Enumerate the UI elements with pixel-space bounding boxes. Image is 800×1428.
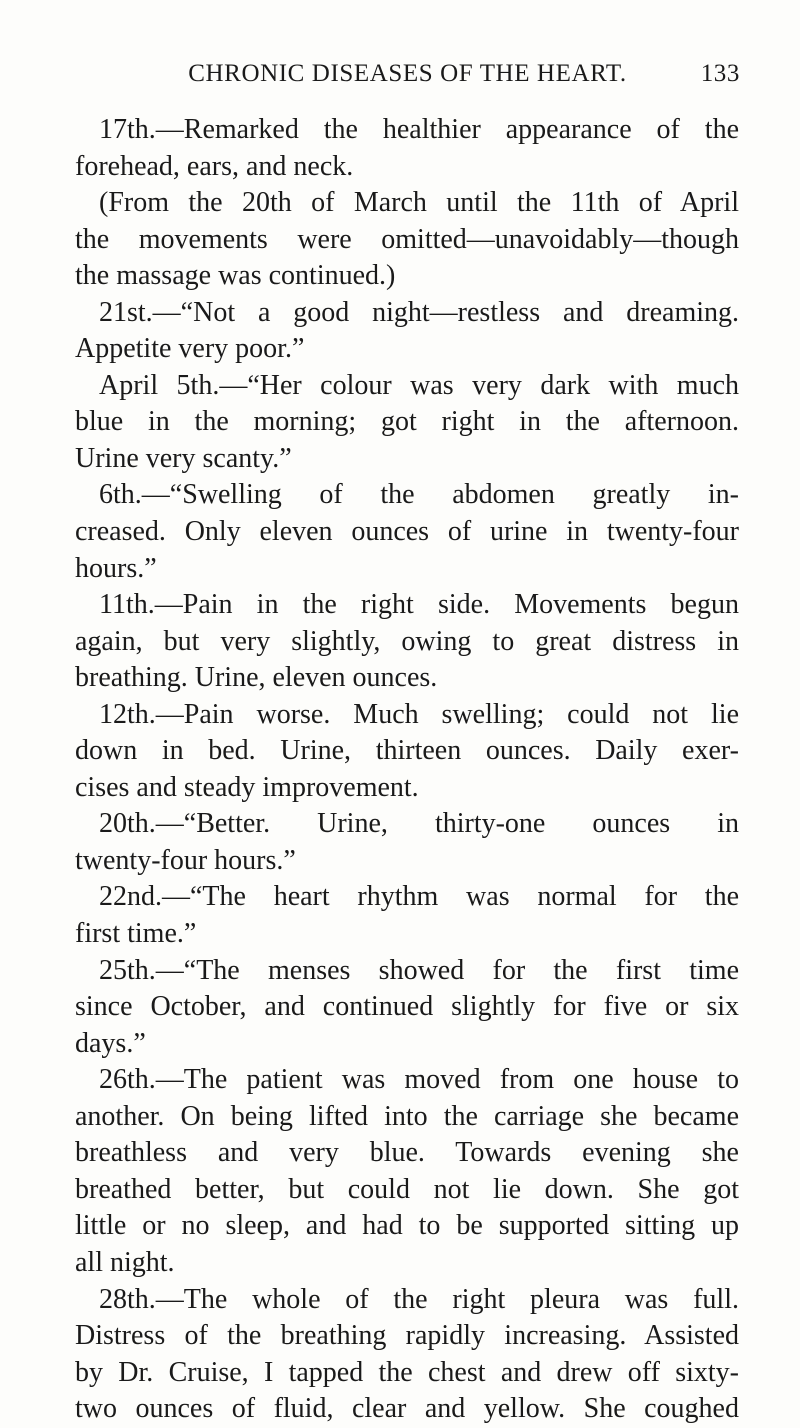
text-line: breathless and very blue. Towards evening she (75, 1137, 739, 1169)
text-line: the massage was continued.) (75, 260, 396, 292)
text-line: cises and steady improvement. (75, 771, 419, 803)
running-head-title: CHRONIC DISEASES OF THE HEART. (188, 60, 627, 87)
text-line: since October, and continued slightly for five or six (75, 991, 739, 1023)
text-line: (From the 20th of March until the 11th of April (99, 187, 739, 219)
text-line: 20th.—“Better. Urine, thirty-one ounces in (99, 808, 739, 840)
text-line: down in bed. Urine, thirteen ounces. Daily exer- (75, 735, 739, 767)
text-line: breathing. Urine, eleven ounces. (75, 662, 438, 694)
text-line: 22nd.—“The heart rhythm was normal for the (99, 881, 739, 913)
text-line: by Dr. Cruise, I tapped the chest and drew off sixty- (75, 1356, 739, 1388)
text-line: twenty-four hours.” (75, 844, 296, 876)
text-line: forehead, ears, and neck. (75, 150, 354, 182)
text-line: breathed better, but could not lie down. She got (75, 1173, 739, 1205)
text-line: Urine very scanty.” (75, 442, 292, 474)
text-line: hours.” (75, 552, 157, 584)
text-line: blue in the morning; got right in the afternoon. (75, 406, 739, 438)
text-line: two ounces of fluid, clear and yellow. She coughed (75, 1393, 739, 1425)
text-line: Distress of the breathing rapidly increasing. Assisted (75, 1320, 739, 1352)
text-line: 28th.—The whole of the right pleura was full. (99, 1283, 739, 1315)
text-line: days.” (75, 1027, 146, 1059)
text-line: 25th.—“The menses showed for the first time (99, 954, 739, 986)
text-line: all night. (75, 1246, 175, 1278)
text-line: first time.” (75, 918, 197, 950)
text-line: Appetite very poor.” (75, 333, 305, 365)
text-line: April 5th.—“Her colour was very dark with much (99, 369, 739, 401)
text-line: again, but very slightly, owing to great distress in (75, 625, 739, 657)
text-line: 11th.—Pain in the right side. Movements begun (99, 589, 739, 621)
running-head (75, 60, 740, 94)
text-line: another. On being lifted into the carriage she became (75, 1100, 739, 1132)
body-text (75, 112, 739, 1428)
text-line: little or no sleep, and had to be supported sitting up (75, 1210, 739, 1242)
page-number: 133 (700, 60, 740, 87)
text-line: the movements were omitted—unavoidably—though (75, 223, 739, 255)
text-line: 6th.—“Swelling of the abdomen greatly in- (99, 479, 739, 511)
text-line: 12th.—Pain worse. Much swelling; could not lie (99, 698, 739, 730)
text-line: creased. Only eleven ounces of urine in twenty-four (75, 516, 739, 548)
text-line: 21st.—“Not a good night—restless and dreaming. (99, 296, 739, 328)
text-line: 17th.—Remarked the healthier appearance of the (99, 114, 739, 145)
text-line: 26th.—The patient was moved from one house to (99, 1064, 739, 1096)
